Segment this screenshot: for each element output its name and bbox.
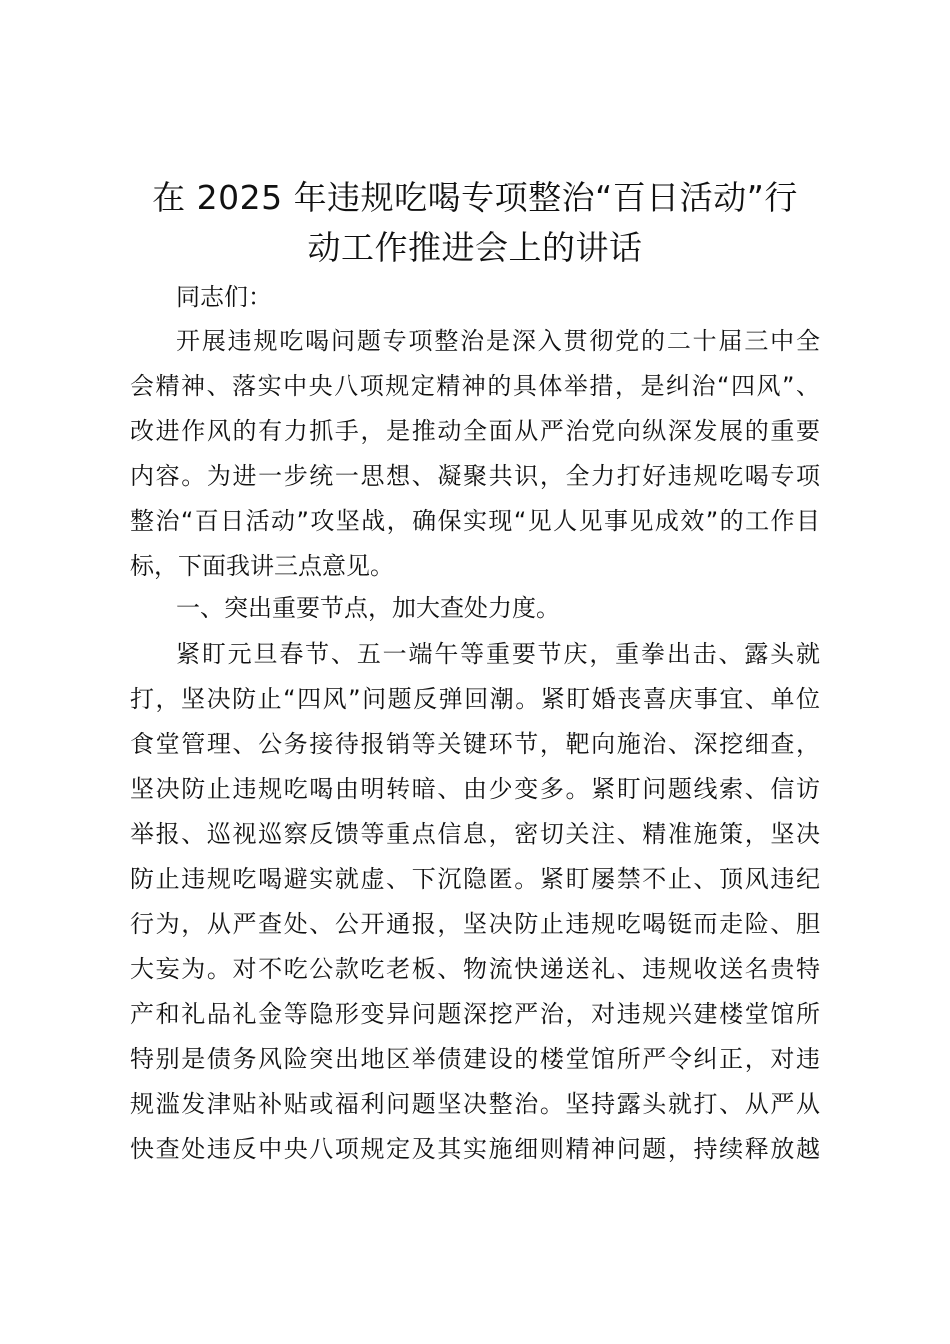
paragraph-2-line: 打，坚决防止“四风”问题反弹回潮。紧盯婚丧喜庆事宜、单位 (130, 685, 820, 713)
paragraph-2-line: 快查处违反中央八项规定及其实施细则精神问题，持续释放越 (130, 1135, 820, 1163)
paragraph-1-line: 改进作风的有力抓手，是推动全面从严治党向纵深发展的重要 (130, 417, 820, 445)
paragraph-2-line: 防止违规吃喝避实就虚、下沉隐匿。紧盯屡禁不止、顶风违纪 (130, 865, 820, 893)
document-title-line-1: 在 2025 年违规吃喝专项整治“百日活动”行 (152, 178, 798, 217)
paragraph-1-line: 会精神、落实中央八项规定精神的具体举措，是纠治“四风”、 (130, 372, 820, 400)
paragraph-1 (130, 319, 820, 589)
paragraph-2-line: 特别是债务风险突出地区举债建设的楼堂馆所严令纠正，对违 (130, 1045, 820, 1073)
paragraph-2-line: 产和礼品礼金等隐形变异问题深挖严治，对违规兴建楼堂馆所 (130, 1000, 820, 1028)
paragraph-2-line: 规滥发津贴补贴或福利问题坚决整治。坚持露头就打、从严从 (130, 1090, 820, 1118)
salutation: 同志们： (176, 283, 272, 311)
paragraph-2-line: 举报、巡视巡察反馈等重点信息，密切关注、精准施策，坚决 (130, 820, 820, 848)
paragraph-2-line: 大妄为。对不吃公款吃老板、物流快递送礼、违规收送名贵特 (130, 955, 820, 983)
paragraph-2-line: 坚决防止违规吃喝由明转暗、由少变多。紧盯问题线索、信访 (130, 775, 820, 803)
paragraph-1-line: 开展违规吃喝问题专项整治是深入贯彻党的二十届三中全 (176, 327, 820, 355)
paragraph-2-line: 紧盯元旦春节、五一端午等重要节庆，重拳出击、露头就 (176, 640, 820, 668)
paragraph-2-line: 食堂管理、公务接待报销等关键环节，靶向施治、深挖细查， (130, 730, 820, 758)
document-title-line-2: 动工作推进会上的讲话 (307, 228, 643, 267)
paragraph-1-line: 内容。为进一步统一思想、凝聚共识，全力打好违规吃喝专项 (130, 462, 820, 490)
paragraph-1-line: 整治“百日活动”攻坚战，确保实现“见人见事见成效”的工作目 (130, 507, 820, 535)
paragraph-2 (130, 632, 820, 1172)
section-heading-1: 一、突出重要节点，加大查处力度。 (176, 594, 560, 622)
paragraph-1-line: 标，下面我讲三点意见。 (130, 552, 394, 580)
paragraph-2-line: 行为，从严查处、公开通报，坚决防止违规吃喝铤而走险、胆 (130, 910, 820, 938)
